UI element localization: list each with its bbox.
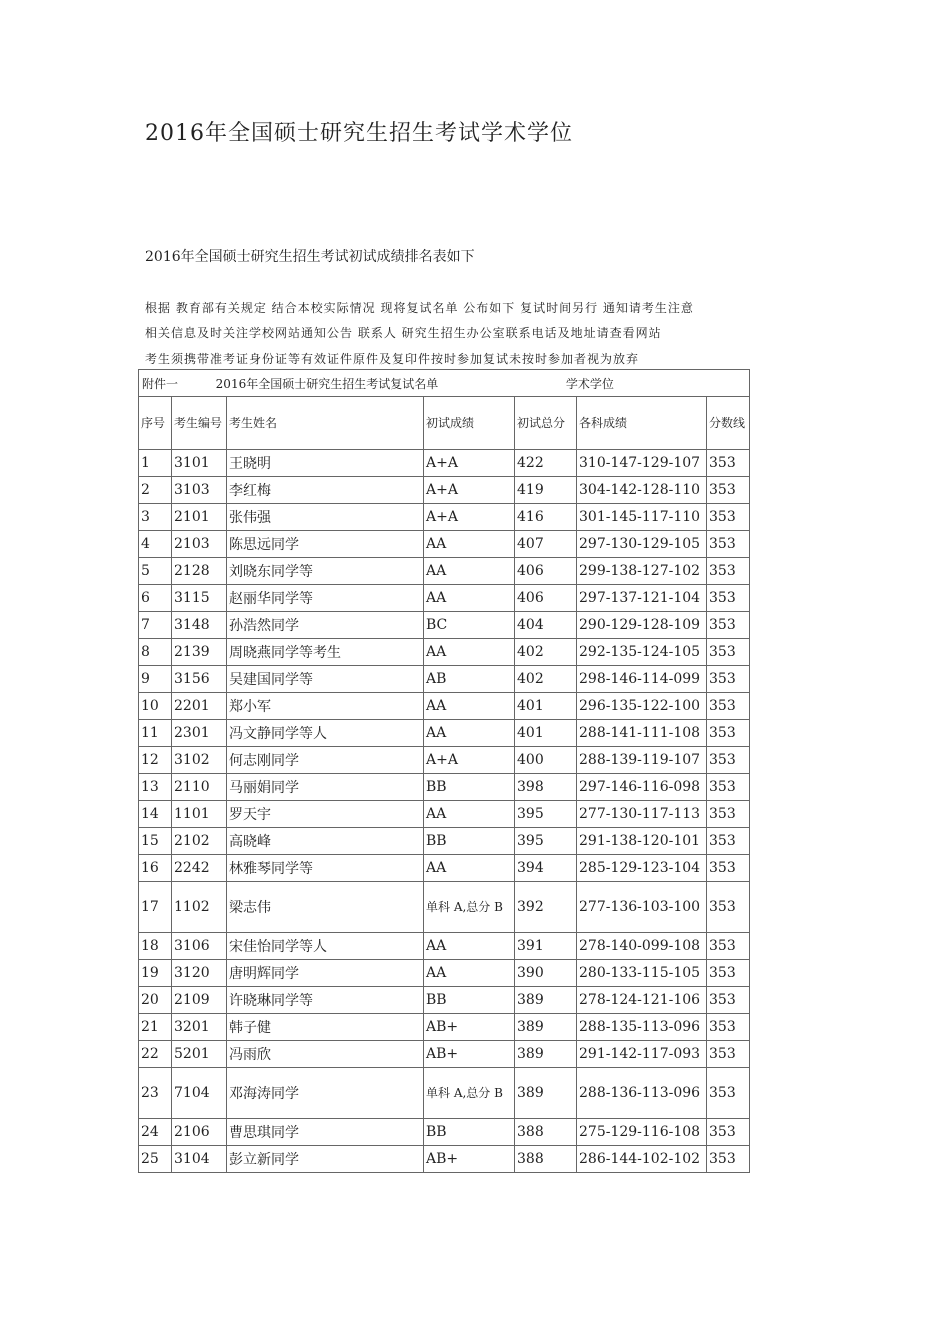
table-cell: 353 (707, 774, 750, 801)
table-cell: 9 (139, 666, 172, 693)
table-cell: 2 (139, 477, 172, 504)
table-cell: 3103 (172, 477, 227, 504)
table-row (139, 855, 750, 882)
table-cell: AA (424, 801, 515, 828)
table-cell: 5 (139, 558, 172, 585)
table-cell: 388 (515, 1119, 577, 1146)
table-cell: 许晓琳同学等 (227, 987, 424, 1014)
table-cell: 353 (707, 504, 750, 531)
table-cell: 孙浩然同学 (227, 612, 424, 639)
table-cell: 1101 (172, 801, 227, 828)
table-cell: 406 (515, 585, 577, 612)
table-cell: 高晓峰 (227, 828, 424, 855)
table-cell: 297-137-121-104 (577, 585, 707, 612)
table-cell: 何志刚同学 (227, 747, 424, 774)
table-cell: 404 (515, 612, 577, 639)
table-cell: 周晓燕同学等考生 (227, 639, 424, 666)
table-cell: 13 (139, 774, 172, 801)
table-cell: 15 (139, 828, 172, 855)
table-row (139, 960, 750, 987)
table-cell: 张伟强 (227, 504, 424, 531)
table-cell: 278-124-121-106 (577, 987, 707, 1014)
table-cell: 2301 (172, 720, 227, 747)
table-cell: 389 (515, 987, 577, 1014)
table-cell: 353 (707, 558, 750, 585)
table-cell: AA (424, 933, 515, 960)
table-cell: 郑小军 (227, 693, 424, 720)
table-cell: 11 (139, 720, 172, 747)
table-cell: 3101 (172, 450, 227, 477)
table-cell: AA (424, 720, 515, 747)
table-cell: 冯雨欣 (227, 1041, 424, 1068)
table-cell: 2101 (172, 504, 227, 531)
table-row (139, 828, 750, 855)
table-cell: 301-145-117-110 (577, 504, 707, 531)
table-cell: 宋佳怡同学等人 (227, 933, 424, 960)
caption-right: 学术学位 (565, 376, 614, 391)
table-caption (139, 370, 750, 397)
table-cell: 14 (139, 801, 172, 828)
table-row (139, 477, 750, 504)
intro-paragraph-line: 根据 教育部有关规定 结合本校实际情况 现将复试名单 公布如下 复试时间另行 通知请考生注意 (145, 301, 694, 315)
table-cell: 单科 A,总分 B (424, 1068, 515, 1119)
table-cell: 彭立新同学 (227, 1146, 424, 1173)
table-cell: A+A (424, 450, 515, 477)
table-cell: 286-144-102-102 (577, 1146, 707, 1173)
table-row (139, 1041, 750, 1068)
table-cell: 353 (707, 855, 750, 882)
table-cell: 353 (707, 1119, 750, 1146)
document-subtitle: 2016年全国硕士研究生招生考试初试成绩排名表如下 (145, 249, 475, 265)
table-cell: 3148 (172, 612, 227, 639)
table-cell: 401 (515, 693, 577, 720)
table-row (139, 666, 750, 693)
table-cell: 353 (707, 1146, 750, 1173)
table-cell: 394 (515, 855, 577, 882)
table-row (139, 933, 750, 960)
table-cell: 唐明辉同学 (227, 960, 424, 987)
table-cell: 邓海涛同学 (227, 1068, 424, 1119)
table-cell: 391 (515, 933, 577, 960)
table-row (139, 612, 750, 639)
table-row (139, 450, 750, 477)
table-cell: 292-135-124-105 (577, 639, 707, 666)
table-cell: 353 (707, 960, 750, 987)
table-cell: 20 (139, 987, 172, 1014)
table-cell: 2201 (172, 693, 227, 720)
header-cell: 考生编号 (172, 397, 227, 450)
table-cell: 梁志伟 (227, 882, 424, 933)
table-cell: 353 (707, 1068, 750, 1119)
table-cell: 401 (515, 720, 577, 747)
table-cell: 24 (139, 1119, 172, 1146)
table-cell: 25 (139, 1146, 172, 1173)
table-cell: 3201 (172, 1014, 227, 1041)
table-cell: 310-147-129-107 (577, 450, 707, 477)
table-cell: 4 (139, 531, 172, 558)
table-row (139, 1146, 750, 1173)
table-row (139, 801, 750, 828)
table-cell: 3115 (172, 585, 227, 612)
table-cell: AA (424, 531, 515, 558)
table-cell: BC (424, 612, 515, 639)
table-row (139, 1119, 750, 1146)
document-title: 2016年全国硕士研究生招生考试学术学位 (145, 121, 573, 146)
table-cell: 353 (707, 693, 750, 720)
table-cell: 291-138-120-101 (577, 828, 707, 855)
table-row (139, 558, 750, 585)
table-cell: A+A (424, 504, 515, 531)
table-cell: 单科 A,总分 B (424, 882, 515, 933)
table-cell: 3104 (172, 1146, 227, 1173)
table-row (139, 585, 750, 612)
table-cell: 吴建国同学等 (227, 666, 424, 693)
table-cell: 3156 (172, 666, 227, 693)
table-cell: A+A (424, 477, 515, 504)
table-cell: 21 (139, 1014, 172, 1041)
table-cell: 6 (139, 585, 172, 612)
table-cell: AB+ (424, 1014, 515, 1041)
caption-left: 附件一 (142, 376, 179, 391)
table-cell: 2103 (172, 531, 227, 558)
table-cell: 王晓明 (227, 450, 424, 477)
table-row (139, 639, 750, 666)
table-cell: 353 (707, 450, 750, 477)
table-row (139, 693, 750, 720)
table-cell: 8 (139, 639, 172, 666)
table-cell: 304-142-128-110 (577, 477, 707, 504)
table-cell: AB+ (424, 1146, 515, 1173)
table-cell: 416 (515, 504, 577, 531)
table-cell: 冯文静同学等人 (227, 720, 424, 747)
table-cell: BB (424, 1119, 515, 1146)
header-cell: 分数线 (707, 397, 750, 450)
table-cell: 2242 (172, 855, 227, 882)
intro-paragraph-line: 考生须携带准考证身份证等有效证件原件及复印件按时参加复试未按时参加者视为放弃 (145, 352, 640, 366)
table-cell: 390 (515, 960, 577, 987)
table-cell: 陈思远同学 (227, 531, 424, 558)
table-cell: 288-136-113-096 (577, 1068, 707, 1119)
table-row (139, 774, 750, 801)
table-cell: 7 (139, 612, 172, 639)
table-cell: 3 (139, 504, 172, 531)
header-cell: 序号 (139, 397, 172, 450)
table-cell: 353 (707, 933, 750, 960)
table-row (139, 747, 750, 774)
table-cell: 353 (707, 987, 750, 1014)
table-cell: 18 (139, 933, 172, 960)
table-cell: 388 (515, 1146, 577, 1173)
table-cell: 李红梅 (227, 477, 424, 504)
table-row (139, 720, 750, 747)
table-cell: 395 (515, 828, 577, 855)
table-cell: 422 (515, 450, 577, 477)
table-cell: 280-133-115-105 (577, 960, 707, 987)
table-cell: 353 (707, 585, 750, 612)
table-cell: AA (424, 585, 515, 612)
table-row (139, 882, 750, 933)
table-row (139, 504, 750, 531)
table-cell: 23 (139, 1068, 172, 1119)
table-cell: 285-129-123-104 (577, 855, 707, 882)
table-cell: 288-141-111-108 (577, 720, 707, 747)
table-cell: 353 (707, 801, 750, 828)
table-cell: 400 (515, 747, 577, 774)
table-row (139, 531, 750, 558)
table-row (139, 1014, 750, 1041)
table-cell: 353 (707, 1041, 750, 1068)
table-cell: 299-138-127-102 (577, 558, 707, 585)
table-cell: 398 (515, 774, 577, 801)
table-cell: 3120 (172, 960, 227, 987)
table-row (139, 1068, 750, 1119)
table-cell: 2109 (172, 987, 227, 1014)
table-cell: 353 (707, 531, 750, 558)
table-cell: AB (424, 666, 515, 693)
header-cell: 考生姓名 (227, 397, 424, 450)
table-cell: 389 (515, 1041, 577, 1068)
table-cell: 2139 (172, 639, 227, 666)
table-cell: AA (424, 693, 515, 720)
table-cell: 297-130-129-105 (577, 531, 707, 558)
table-cell: 林雅琴同学等 (227, 855, 424, 882)
table-cell: 罗天宇 (227, 801, 424, 828)
table-cell: 389 (515, 1014, 577, 1041)
table-cell: 419 (515, 477, 577, 504)
table-cell: 刘晓东同学等 (227, 558, 424, 585)
table-caption-row (139, 370, 750, 397)
table-cell: 297-146-116-098 (577, 774, 707, 801)
table-cell: A+A (424, 747, 515, 774)
table-body (139, 450, 750, 1173)
table-cell: 2110 (172, 774, 227, 801)
table-cell: 22 (139, 1041, 172, 1068)
table-cell: 389 (515, 1068, 577, 1119)
table-cell: 402 (515, 666, 577, 693)
table-cell: 1 (139, 450, 172, 477)
caption-mid: 2016年全国硕士研究生招生考试复试名单 (215, 376, 439, 391)
table-cell: 402 (515, 639, 577, 666)
table-cell: 马丽娟同学 (227, 774, 424, 801)
table-cell: BB (424, 828, 515, 855)
table-cell: 曹思琪同学 (227, 1119, 424, 1146)
table-cell: 278-140-099-108 (577, 933, 707, 960)
table-cell: 1102 (172, 882, 227, 933)
table-cell: 277-130-117-113 (577, 801, 707, 828)
table-cell: 353 (707, 666, 750, 693)
table-cell: 353 (707, 1014, 750, 1041)
table-cell: 17 (139, 882, 172, 933)
table-cell: 291-142-117-093 (577, 1041, 707, 1068)
table-cell: 3106 (172, 933, 227, 960)
table-cell: 353 (707, 612, 750, 639)
table-cell: 288-135-113-096 (577, 1014, 707, 1041)
table-cell: AB+ (424, 1041, 515, 1068)
table-cell: 290-129-128-109 (577, 612, 707, 639)
table-cell: 296-135-122-100 (577, 693, 707, 720)
header-cell: 初试总分 (515, 397, 577, 450)
table-cell: 407 (515, 531, 577, 558)
table-cell: 288-139-119-107 (577, 747, 707, 774)
table-cell: 298-146-114-099 (577, 666, 707, 693)
table-cell: 353 (707, 882, 750, 933)
header-cell: 初试成绩 (424, 397, 515, 450)
table-cell: AA (424, 558, 515, 585)
table-cell: 10 (139, 693, 172, 720)
table-cell: 277-136-103-100 (577, 882, 707, 933)
table-cell: 5201 (172, 1041, 227, 1068)
table-cell: AA (424, 960, 515, 987)
intro-paragraph-line: 相关信息及时关注学校网站通知公告 联系人 研究生招生办公室联系电话及地址请查看网站 (145, 326, 662, 340)
table-cell: 赵丽华同学等 (227, 585, 424, 612)
table-cell: 3102 (172, 747, 227, 774)
header-cell: 各科成绩 (577, 397, 707, 450)
results-table (138, 369, 750, 1173)
table-cell: 7104 (172, 1068, 227, 1119)
table-cell: 395 (515, 801, 577, 828)
table-cell: BB (424, 774, 515, 801)
table-cell: 353 (707, 747, 750, 774)
table-cell: BB (424, 987, 515, 1014)
table-cell: 2106 (172, 1119, 227, 1146)
table-header-row (139, 397, 750, 450)
table-cell: 2128 (172, 558, 227, 585)
table-cell: AA (424, 639, 515, 666)
table-row (139, 987, 750, 1014)
table-cell: 275-129-116-108 (577, 1119, 707, 1146)
table-cell: 353 (707, 639, 750, 666)
table-cell: 韩子健 (227, 1014, 424, 1041)
table-cell: 353 (707, 720, 750, 747)
table-cell: 353 (707, 477, 750, 504)
table-cell: 12 (139, 747, 172, 774)
table-cell: 353 (707, 828, 750, 855)
table-cell: 2102 (172, 828, 227, 855)
table-cell: 19 (139, 960, 172, 987)
table-cell: 16 (139, 855, 172, 882)
table-cell: AA (424, 855, 515, 882)
table-cell: 392 (515, 882, 577, 933)
table-cell: 406 (515, 558, 577, 585)
